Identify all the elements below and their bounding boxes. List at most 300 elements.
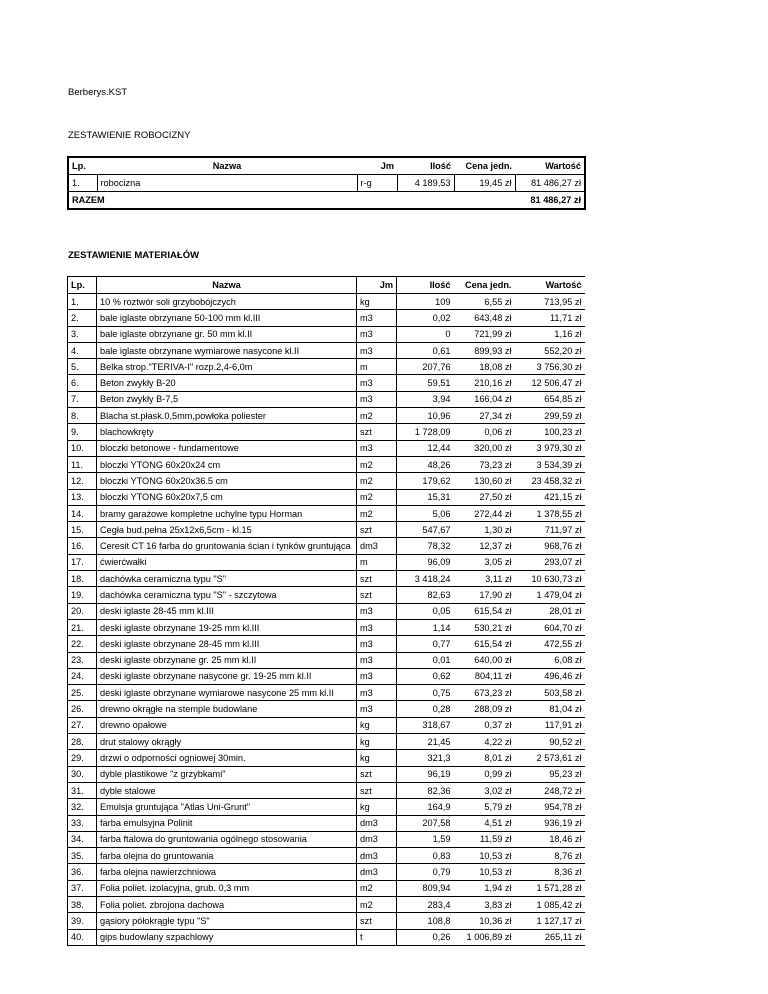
row-name: farba olejna do gruntowania bbox=[97, 848, 357, 864]
row-qty: 0,28 bbox=[397, 701, 454, 717]
row-lp: 30. bbox=[68, 766, 97, 782]
row-unit: szt bbox=[357, 913, 397, 929]
row-lp: 8. bbox=[68, 408, 97, 424]
table-row bbox=[68, 799, 585, 815]
row-qty: 809,94 bbox=[397, 880, 454, 896]
row-name: farba ftalowa do gruntowania ogólnego stosowania bbox=[97, 831, 357, 847]
col-header-price: Cena jedn. bbox=[454, 157, 515, 175]
col-header-price: Cena jedn. bbox=[454, 277, 515, 294]
row-value: 10 630,73 zł bbox=[515, 571, 585, 587]
row-value: 654,85 zł bbox=[515, 391, 585, 407]
row-qty: 109 bbox=[397, 294, 454, 310]
row-unit: szt bbox=[357, 522, 397, 538]
row-unit: kg bbox=[357, 734, 397, 750]
row-price: 804,11 zł bbox=[454, 668, 515, 684]
row-lp: 34. bbox=[68, 831, 97, 847]
row-lp: 16. bbox=[68, 538, 97, 554]
col-header-value: Wartość bbox=[515, 277, 585, 294]
row-value: 3 756,30 zł bbox=[515, 359, 585, 375]
row-name: bale iglaste obrzynane 50-100 mm kl.III bbox=[97, 310, 357, 326]
row-lp: 40. bbox=[68, 929, 97, 945]
row-price: 0,99 zł bbox=[454, 766, 515, 782]
row-price: 272,44 zł bbox=[454, 505, 515, 521]
row-value: 8,76 zł bbox=[515, 848, 585, 864]
row-unit: m2 bbox=[357, 489, 397, 505]
row-price: 210,16 zł bbox=[454, 375, 515, 391]
row-value: 713,95 zł bbox=[515, 294, 585, 310]
row-qty: 547,67 bbox=[397, 522, 454, 538]
row-value: 1 085,42 zł bbox=[515, 896, 585, 912]
row-value: 90,52 zł bbox=[515, 734, 585, 750]
row-value: 6,08 zł bbox=[515, 652, 585, 668]
row-value: 1 571,28 zł bbox=[515, 880, 585, 896]
table-row bbox=[68, 456, 585, 472]
row-price: 1 006,89 zł bbox=[454, 929, 515, 945]
row-unit: szt bbox=[357, 571, 397, 587]
row-price: 673,23 zł bbox=[454, 685, 515, 701]
table-row bbox=[68, 489, 585, 505]
row-price: 1,94 zł bbox=[454, 880, 515, 896]
row-price: 4,22 zł bbox=[454, 734, 515, 750]
row-value: 100,23 zł bbox=[515, 424, 585, 440]
table-row bbox=[68, 571, 585, 587]
table-row bbox=[68, 505, 585, 521]
row-qty: 82,36 bbox=[397, 782, 454, 798]
row-value: 1,16 zł bbox=[515, 326, 585, 342]
col-header-lp: Lp. bbox=[68, 157, 97, 175]
row-lp: 33. bbox=[68, 815, 97, 831]
row-qty: 0,02 bbox=[397, 310, 454, 326]
row-price: 0,06 zł bbox=[454, 424, 515, 440]
row-price: 643,48 zł bbox=[454, 310, 515, 326]
row-value: 421,15 zł bbox=[515, 489, 585, 505]
table-row bbox=[68, 734, 585, 750]
row-name: Folia poliet. izolacyjna, grub. 0,3 mm bbox=[97, 880, 357, 896]
row-lp: 2. bbox=[68, 310, 97, 326]
row-price: 12,37 zł bbox=[454, 538, 515, 554]
row-unit: m3 bbox=[357, 342, 397, 358]
table-row bbox=[68, 424, 585, 440]
row-price: 19,45 zł bbox=[454, 175, 515, 192]
row-price: 320,00 zł bbox=[454, 440, 515, 456]
row-name: deski iglaste obrzynane wymiarowe nasycone 25 mm kl.II bbox=[97, 685, 357, 701]
table-row bbox=[68, 619, 585, 635]
row-qty: 318,67 bbox=[397, 717, 454, 733]
row-unit: kg bbox=[357, 294, 397, 310]
row-qty: 207,58 bbox=[397, 815, 454, 831]
row-price: 5,79 zł bbox=[454, 799, 515, 815]
row-name: dachówka ceramiczna typu "S" - szczytowa bbox=[97, 587, 357, 603]
row-name: ćwierćwałki bbox=[97, 554, 357, 570]
row-value: 1 378,55 zł bbox=[515, 505, 585, 521]
table-row bbox=[68, 831, 585, 847]
table-row bbox=[68, 896, 585, 912]
labor-total-row bbox=[68, 192, 585, 210]
row-lp: 1. bbox=[68, 294, 97, 310]
row-price: 1,30 zł bbox=[454, 522, 515, 538]
row-unit: kg bbox=[357, 717, 397, 733]
table-row bbox=[68, 294, 585, 310]
labor-table-header bbox=[68, 157, 585, 175]
table-row bbox=[68, 668, 585, 684]
row-lp: 10. bbox=[68, 440, 97, 456]
row-lp: 15. bbox=[68, 522, 97, 538]
row-value: 28,01 zł bbox=[515, 603, 585, 619]
row-qty: 59,51 bbox=[397, 375, 454, 391]
row-unit: r-g bbox=[357, 175, 397, 192]
row-name: dachówka ceramiczna typu "S" bbox=[97, 571, 357, 587]
row-unit: dm3 bbox=[357, 831, 397, 847]
table-row bbox=[68, 701, 585, 717]
row-qty: 0,62 bbox=[397, 668, 454, 684]
row-lp: 14. bbox=[68, 505, 97, 521]
row-lp: 18. bbox=[68, 571, 97, 587]
row-name: Emulsja gruntująca "Atlas Uni-Grunt" bbox=[97, 799, 357, 815]
row-value: 81,04 zł bbox=[515, 701, 585, 717]
row-lp: 12. bbox=[68, 473, 97, 489]
row-value: 248,72 zł bbox=[515, 782, 585, 798]
row-lp: 29. bbox=[68, 750, 97, 766]
row-name: Folia poliet. zbrojona dachowa bbox=[97, 896, 357, 912]
row-unit: szt bbox=[357, 782, 397, 798]
row-qty: 164,9 bbox=[397, 799, 454, 815]
row-name: dyble plastikowe "z grzybkami" bbox=[97, 766, 357, 782]
row-value: 3 979,30 zł bbox=[515, 440, 585, 456]
row-value: 299,59 zł bbox=[515, 408, 585, 424]
row-unit: m2 bbox=[357, 880, 397, 896]
row-unit: kg bbox=[357, 750, 397, 766]
row-price: 17,90 zł bbox=[454, 587, 515, 603]
row-qty: 321,3 bbox=[397, 750, 454, 766]
col-header-qty: Ilość bbox=[397, 157, 454, 175]
table-row bbox=[68, 685, 585, 701]
total-value: 81 486,27 zł bbox=[515, 192, 585, 210]
row-price: 3,83 zł bbox=[454, 896, 515, 912]
row-name: farba olejna nawierzchniowa bbox=[97, 864, 357, 880]
row-value: 117,91 zł bbox=[515, 717, 585, 733]
row-unit: dm3 bbox=[357, 864, 397, 880]
row-unit: m3 bbox=[357, 701, 397, 717]
row-value: 12 506,47 zł bbox=[515, 375, 585, 391]
row-value: 472,55 zł bbox=[515, 636, 585, 652]
row-qty: 5,06 bbox=[397, 505, 454, 521]
table-row bbox=[68, 880, 585, 896]
row-lp: 21. bbox=[68, 619, 97, 635]
row-lp: 25. bbox=[68, 685, 97, 701]
row-price: 10,53 zł bbox=[454, 848, 515, 864]
row-qty: 1,14 bbox=[397, 619, 454, 635]
row-value: 2 573,61 zł bbox=[515, 750, 585, 766]
row-qty: 3 418,24 bbox=[397, 571, 454, 587]
table-row bbox=[68, 929, 585, 945]
row-name: bloczki YTONG 60x20x7,5 cm bbox=[97, 489, 357, 505]
row-lp: 27. bbox=[68, 717, 97, 733]
row-price: 0,37 zł bbox=[454, 717, 515, 733]
row-name: drut stalowy okrągły bbox=[97, 734, 357, 750]
row-qty: 4 189,53 bbox=[397, 175, 454, 192]
row-price: 73,23 zł bbox=[454, 456, 515, 472]
row-name: robocizna bbox=[97, 175, 357, 192]
row-unit: m3 bbox=[357, 310, 397, 326]
table-row bbox=[68, 782, 585, 798]
row-qty: 0,01 bbox=[397, 652, 454, 668]
row-qty: 10,96 bbox=[397, 408, 454, 424]
row-unit: m3 bbox=[357, 440, 397, 456]
row-lp: 23. bbox=[68, 652, 97, 668]
table-row bbox=[68, 342, 585, 358]
table-row bbox=[68, 864, 585, 880]
row-unit: dm3 bbox=[357, 848, 397, 864]
row-unit: szt bbox=[357, 587, 397, 603]
row-name: deski iglaste obrzynane 28-45 mm kl.III bbox=[97, 636, 357, 652]
row-qty: 0,26 bbox=[397, 929, 454, 945]
table-row bbox=[68, 815, 585, 831]
row-unit: m3 bbox=[357, 375, 397, 391]
table-row bbox=[68, 522, 585, 538]
row-lp: 5. bbox=[68, 359, 97, 375]
table-row bbox=[68, 175, 585, 192]
row-value: 954,78 zł bbox=[515, 799, 585, 815]
col-header-qty: Ilość bbox=[397, 277, 454, 294]
file-name: Berberys.KST bbox=[68, 87, 128, 98]
row-unit: m3 bbox=[357, 668, 397, 684]
table-row bbox=[68, 310, 585, 326]
row-price: 130,60 zł bbox=[454, 473, 515, 489]
table-row bbox=[68, 587, 585, 603]
row-name: bloczki YTONG 60x20x36.5 cm bbox=[97, 473, 357, 489]
col-header-value: Wartość bbox=[515, 157, 585, 175]
row-name: bloczki betonowe - fundamentowe bbox=[97, 440, 357, 456]
row-name: bloczki YTONG 60x20x24 cm bbox=[97, 456, 357, 472]
row-unit: m3 bbox=[357, 652, 397, 668]
row-lp: 35. bbox=[68, 848, 97, 864]
row-lp: 22. bbox=[68, 636, 97, 652]
row-name: gąsiory półokrągłe typu "S" bbox=[97, 913, 357, 929]
row-name: bale iglaste obrzynane wymiarowe nasycone kl.II bbox=[97, 342, 357, 358]
row-name: gips budowlany szpachlowy bbox=[97, 929, 357, 945]
table-row bbox=[68, 848, 585, 864]
row-name: bale iglaste obrzynane gr. 50 mm kl.II bbox=[97, 326, 357, 342]
row-lp: 37. bbox=[68, 880, 97, 896]
row-lp: 6. bbox=[68, 375, 97, 391]
row-price: 3,05 zł bbox=[454, 554, 515, 570]
row-value: 95,23 zł bbox=[515, 766, 585, 782]
row-qty: 0,79 bbox=[397, 864, 454, 880]
row-name: Beton zwykły B-7,5 bbox=[97, 391, 357, 407]
row-qty: 21,45 bbox=[397, 734, 454, 750]
row-qty: 283,4 bbox=[397, 896, 454, 912]
row-qty: 0,05 bbox=[397, 603, 454, 619]
row-price: 530,21 zł bbox=[454, 619, 515, 635]
col-header-unit: Jm bbox=[357, 277, 397, 294]
row-name: dyble stalowe bbox=[97, 782, 357, 798]
materials-table-body bbox=[68, 294, 585, 946]
row-lp: 9. bbox=[68, 424, 97, 440]
row-qty: 82,63 bbox=[397, 587, 454, 603]
col-header-lp: Lp. bbox=[68, 277, 97, 294]
row-price: 27,50 zł bbox=[454, 489, 515, 505]
row-lp: 26. bbox=[68, 701, 97, 717]
row-value: 3 534,39 zł bbox=[515, 456, 585, 472]
row-unit: m2 bbox=[357, 473, 397, 489]
row-price: 3,02 zł bbox=[454, 782, 515, 798]
row-value: 711,97 zł bbox=[515, 522, 585, 538]
row-name: drzwi o odporności ogniowej 30min. bbox=[97, 750, 357, 766]
row-lp: 20. bbox=[68, 603, 97, 619]
row-price: 615,54 zł bbox=[454, 636, 515, 652]
table-row bbox=[68, 913, 585, 929]
row-lp: 38. bbox=[68, 896, 97, 912]
row-name: deski iglaste obrzynane nasycone gr. 19-25 mm kl.II bbox=[97, 668, 357, 684]
row-value: 81 486,27 zł bbox=[515, 175, 585, 192]
row-value: 968,76 zł bbox=[515, 538, 585, 554]
row-qty: 0 bbox=[397, 326, 454, 342]
row-unit: m2 bbox=[357, 456, 397, 472]
row-name: Blacha st.płask.0,5mm,powłoka poliester bbox=[97, 408, 357, 424]
row-price: 11,59 zł bbox=[454, 831, 515, 847]
row-qty: 3,94 bbox=[397, 391, 454, 407]
table-row bbox=[68, 717, 585, 733]
row-lp: 1. bbox=[68, 175, 97, 192]
row-unit: m3 bbox=[357, 391, 397, 407]
row-value: 1 479,04 zł bbox=[515, 587, 585, 603]
row-name: bramy garażowe kompletne uchylne typu Horman bbox=[97, 505, 357, 521]
row-qty: 1 728,09 bbox=[397, 424, 454, 440]
row-name: deski iglaste 28-45 mm kl.III bbox=[97, 603, 357, 619]
table-row bbox=[68, 554, 585, 570]
table-row bbox=[68, 766, 585, 782]
row-unit: szt bbox=[357, 424, 397, 440]
row-unit: t bbox=[357, 929, 397, 945]
row-price: 18,08 zł bbox=[454, 359, 515, 375]
row-qty: 179,62 bbox=[397, 473, 454, 489]
row-price: 640,00 zł bbox=[454, 652, 515, 668]
row-price: 615,54 zł bbox=[454, 603, 515, 619]
row-lp: 7. bbox=[68, 391, 97, 407]
row-unit: m2 bbox=[357, 505, 397, 521]
row-name: drewno okrągłe na stemple budowlane bbox=[97, 701, 357, 717]
row-lp: 17. bbox=[68, 554, 97, 570]
row-unit: kg bbox=[357, 799, 397, 815]
row-qty: 0,75 bbox=[397, 685, 454, 701]
table-row bbox=[68, 652, 585, 668]
row-value: 23 458,32 zł bbox=[515, 473, 585, 489]
table-row bbox=[68, 603, 585, 619]
row-name: 10 % roztwór soli grzybobójczych bbox=[97, 294, 357, 310]
row-qty: 96,19 bbox=[397, 766, 454, 782]
row-lp: 39. bbox=[68, 913, 97, 929]
row-value: 604,70 zł bbox=[515, 619, 585, 635]
materials-table-header bbox=[68, 277, 585, 294]
row-unit: m2 bbox=[357, 896, 397, 912]
total-label: RAZEM bbox=[68, 192, 515, 210]
materials-section-title: ZESTAWIENIE MATERIAŁÓW bbox=[68, 250, 200, 261]
col-header-unit: Jm bbox=[357, 157, 397, 175]
row-value: 503,58 zł bbox=[515, 685, 585, 701]
row-name: Beton zwykły B-20 bbox=[97, 375, 357, 391]
table-row bbox=[68, 636, 585, 652]
row-unit: dm3 bbox=[357, 815, 397, 831]
row-lp: 24. bbox=[68, 668, 97, 684]
row-price: 288,09 zł bbox=[454, 701, 515, 717]
table-row bbox=[68, 408, 585, 424]
materials-table bbox=[67, 276, 585, 946]
row-price: 8,01 zł bbox=[454, 750, 515, 766]
row-price: 10,53 zł bbox=[454, 864, 515, 880]
row-price: 27,34 zł bbox=[454, 408, 515, 424]
labor-table bbox=[67, 156, 586, 210]
row-unit: m bbox=[357, 554, 397, 570]
row-price: 899,93 zł bbox=[454, 342, 515, 358]
row-name: deski iglaste obrzynane gr. 25 mm kl.II bbox=[97, 652, 357, 668]
row-qty: 96,09 bbox=[397, 554, 454, 570]
row-unit: m2 bbox=[357, 408, 397, 424]
row-unit: m3 bbox=[357, 619, 397, 635]
row-lp: 19. bbox=[68, 587, 97, 603]
row-unit: m3 bbox=[357, 636, 397, 652]
row-price: 3,11 zł bbox=[454, 571, 515, 587]
row-qty: 0,83 bbox=[397, 848, 454, 864]
row-lp: 32. bbox=[68, 799, 97, 815]
table-row bbox=[68, 359, 585, 375]
row-qty: 0,61 bbox=[397, 342, 454, 358]
row-value: 496,46 zł bbox=[515, 668, 585, 684]
row-qty: 108,8 bbox=[397, 913, 454, 929]
table-row bbox=[68, 375, 585, 391]
row-lp: 3. bbox=[68, 326, 97, 342]
row-unit: m bbox=[357, 359, 397, 375]
table-row bbox=[68, 473, 585, 489]
table-row bbox=[68, 538, 585, 554]
row-unit: szt bbox=[357, 766, 397, 782]
row-price: 166,04 zł bbox=[454, 391, 515, 407]
row-price: 10,36 zł bbox=[454, 913, 515, 929]
row-value: 265,11 zł bbox=[515, 929, 585, 945]
row-name: blachowkręty bbox=[97, 424, 357, 440]
row-unit: m3 bbox=[357, 685, 397, 701]
row-lp: 13. bbox=[68, 489, 97, 505]
row-name: farba emulsyjna Polinit bbox=[97, 815, 357, 831]
row-value: 936,19 zł bbox=[515, 815, 585, 831]
row-name: Ceresit CT 16 farba do gruntowania ścian i tynków gruntująca bbox=[97, 538, 357, 554]
row-price: 721,99 zł bbox=[454, 326, 515, 342]
row-qty: 78,32 bbox=[397, 538, 454, 554]
row-value: 1 127,17 zł bbox=[515, 913, 585, 929]
table-row bbox=[68, 440, 585, 456]
row-qty: 0,77 bbox=[397, 636, 454, 652]
row-lp: 4. bbox=[68, 342, 97, 358]
row-name: Cegła bud.pełna 25x12x6,5cm - kl.15 bbox=[97, 522, 357, 538]
row-price: 6,55 zł bbox=[454, 294, 515, 310]
col-header-name: Nazwa bbox=[97, 277, 357, 294]
row-qty: 207,76 bbox=[397, 359, 454, 375]
col-header-name: Nazwa bbox=[97, 157, 357, 175]
row-lp: 31. bbox=[68, 782, 97, 798]
row-value: 18,46 zł bbox=[515, 831, 585, 847]
row-name: deski iglaste obrzynane 19-25 mm kl.III bbox=[97, 619, 357, 635]
row-name: Belka strop."TERIVA-I" rozp.2,4-6,0m bbox=[97, 359, 357, 375]
row-unit: dm3 bbox=[357, 538, 397, 554]
row-lp: 28. bbox=[68, 734, 97, 750]
labor-section-title: ZESTAWIENIE ROBOCIZNY bbox=[68, 130, 191, 141]
table-row bbox=[68, 750, 585, 766]
row-value: 552,20 zł bbox=[515, 342, 585, 358]
row-unit: m3 bbox=[357, 603, 397, 619]
row-lp: 11. bbox=[68, 456, 97, 472]
row-qty: 1,59 bbox=[397, 831, 454, 847]
row-lp: 36. bbox=[68, 864, 97, 880]
row-value: 293,07 zł bbox=[515, 554, 585, 570]
